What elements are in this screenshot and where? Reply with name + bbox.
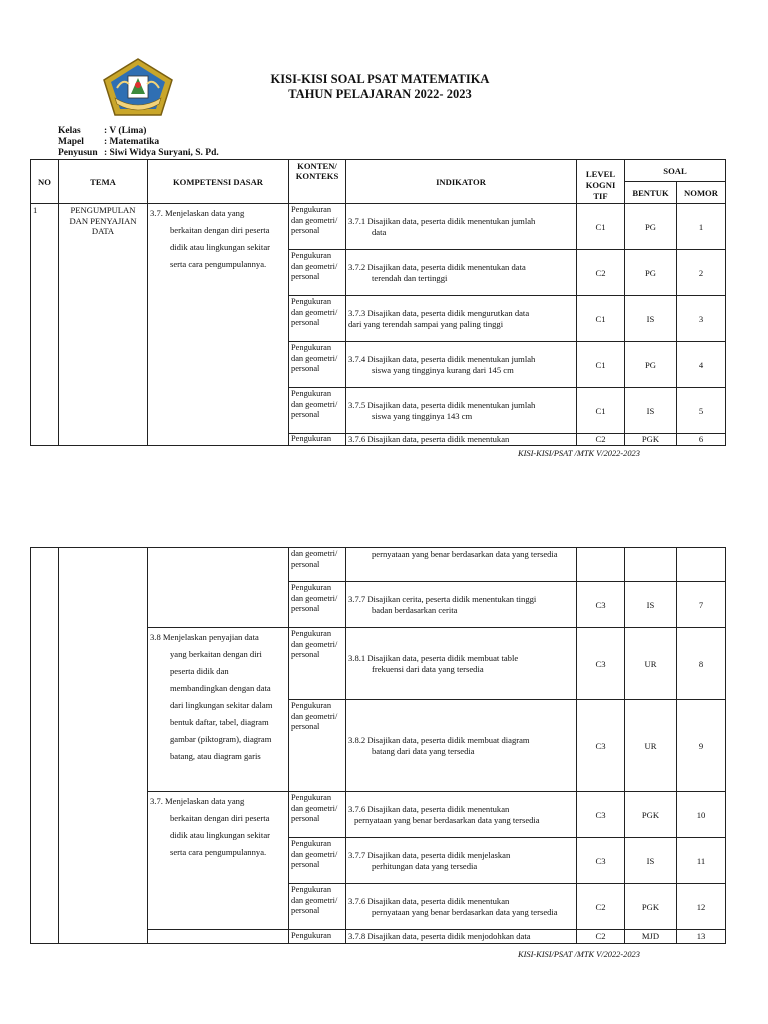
nomor-cell: 10 <box>677 792 726 838</box>
level-cell: C3 <box>577 700 625 792</box>
konteks-cell: Pengukuran dan geometri/ personal <box>289 388 346 434</box>
school-emblem-logo <box>103 58 173 116</box>
row-no: 1 <box>31 204 59 446</box>
kompetensi-dasar-cell: 3.7. Menjelaskan data yang berkaitan dengan diri peserta didik atau lingkungan sekitar serta cara pengumpulannya. <box>148 792 289 930</box>
header-level: LEVEL KOGNI TIF <box>577 160 625 204</box>
indikator-cell: pernyataan yang benar berdasarkan data yang tersedia <box>346 548 577 582</box>
header-tema: TEMA <box>59 160 148 204</box>
bentuk-cell: PG <box>625 204 677 250</box>
kompetensi-dasar-cell: 3.8 Menjelaskan penyajian data yang berkaitan dengan diri peserta didik dan membandingkan dengan data dari lingkungan sekitar dalam bentuk daftar, tabel, diagram gambar (piktogram), diagram batang, atau diagram garis <box>148 628 289 792</box>
konteks-cell: Pengukuran dan geometri/ personal <box>289 250 346 296</box>
page-footer: KISI-KISI/PSAT /MTK V/2022-2023 <box>518 950 640 959</box>
nomor-cell: 12 <box>677 884 726 930</box>
level-cell <box>577 548 625 582</box>
indikator-cell: 3.7.7 Disajikan cerita, peserta didik menentukan tinggi badan berdasarkan cerita <box>346 582 577 628</box>
header-kompetensi-dasar: KOMPETENSI DASAR <box>148 160 289 204</box>
header-no: NO <box>31 160 59 204</box>
level-cell: C1 <box>577 342 625 388</box>
bentuk-cell: IS <box>625 296 677 342</box>
nomor-cell: 6 <box>677 434 726 446</box>
indikator-cell: 3.7.8 Disajikan data, peserta didik menjodohkan data <box>346 930 577 944</box>
nomor-cell <box>677 548 726 582</box>
bentuk-cell: IS <box>625 582 677 628</box>
konteks-cell: Pengukuran <box>289 434 346 446</box>
nomor-cell: 4 <box>677 342 726 388</box>
kompetensi-dasar-cell <box>148 930 289 944</box>
header-indikator: INDIKATOR <box>346 160 577 204</box>
bentuk-cell <box>625 548 677 582</box>
indikator-cell: 3.7.3 Disajikan data, peserta didik mengurutkan data dari yang terendah sampai yang paling tinggi <box>346 296 577 342</box>
konteks-cell: Pengukuran dan geometri/ personal <box>289 296 346 342</box>
konteks-cell: Pengukuran dan geometri/ personal <box>289 700 346 792</box>
page-footer: KISI-KISI/PSAT /MTK V/2022-2023 <box>518 449 640 458</box>
nomor-cell: 5 <box>677 388 726 434</box>
indikator-cell: 3.7.5 Disajikan data, peserta didik menentukan jumlah siswa yang tingginya 143 cm <box>346 388 577 434</box>
indikator-cell: 3.7.6 Disajikan data, peserta didik menentukan <box>346 434 577 446</box>
meta-kelas: Kelas : V (Lima) <box>58 126 147 136</box>
header-nomor: NOMOR <box>677 182 726 204</box>
indikator-cell: 3.7.6 Disajikan data, peserta didik menentukan pernyataan yang benar berdasarkan data yang tersedia <box>346 792 577 838</box>
konteks-cell: dan geometri/ personal <box>289 548 346 582</box>
indikator-cell: 3.8.2 Disajikan data, peserta didik membuat diagram batang dari data yang tersedia <box>346 700 577 792</box>
document-subtitle: TAHUN PELAJARAN 2022- 2023 <box>288 87 472 101</box>
level-cell: C2 <box>577 930 625 944</box>
konteks-cell: Pengukuran dan geometri/ personal <box>289 204 346 250</box>
meta-penyusun: Penyusun : Siwi Widya Suryani, S. Pd. <box>58 148 219 158</box>
bentuk-cell: PGK <box>625 434 677 446</box>
row-tema <box>59 548 148 944</box>
level-cell: C2 <box>577 434 625 446</box>
konteks-cell: Pengukuran dan geometri/ personal <box>289 792 346 838</box>
bentuk-cell: IS <box>625 838 677 884</box>
bentuk-cell: UR <box>625 700 677 792</box>
konteks-cell: Pengukuran <box>289 930 346 944</box>
konteks-cell: Pengukuran dan geometri/ personal <box>289 884 346 930</box>
bentuk-cell: PGK <box>625 792 677 838</box>
level-cell: C1 <box>577 204 625 250</box>
level-cell: C3 <box>577 628 625 700</box>
konteks-cell: Pengukuran dan geometri/ personal <box>289 582 346 628</box>
nomor-cell: 7 <box>677 582 726 628</box>
bentuk-cell: PGK <box>625 884 677 930</box>
level-cell: C2 <box>577 250 625 296</box>
nomor-cell: 1 <box>677 204 726 250</box>
indikator-cell: 3.7.1 Disajikan data, peserta didik menentukan jumlah data <box>346 204 577 250</box>
level-cell: C1 <box>577 388 625 434</box>
level-cell: C3 <box>577 792 625 838</box>
indikator-cell: 3.8.1 Disajikan data, peserta didik membuat table frekuensi dari data yang tersedia <box>346 628 577 700</box>
bentuk-cell: PG <box>625 342 677 388</box>
konteks-cell: Pengukuran dan geometri/ personal <box>289 838 346 884</box>
bentuk-cell: PG <box>625 250 677 296</box>
konteks-cell: Pengukuran dan geometri/ personal <box>289 628 346 700</box>
nomor-cell: 11 <box>677 838 726 884</box>
kisi-kisi-table-page2 <box>30 547 726 944</box>
nomor-cell: 9 <box>677 700 726 792</box>
indikator-cell: 3.7.7 Disajikan data, peserta didik menjelaskan perhitungan data yang tersedia <box>346 838 577 884</box>
nomor-cell: 3 <box>677 296 726 342</box>
kompetensi-dasar-cell: 3.7. Menjelaskan data yang berkaitan dengan diri peserta didik atau lingkungan sekitar serta cara pengumpulannya. <box>148 204 289 446</box>
kompetensi-dasar-cell <box>148 548 289 628</box>
header-konten: KONTEN/ KONTEKS <box>289 160 346 204</box>
row-no <box>31 548 59 944</box>
konteks-cell: Pengukuran dan geometri/ personal <box>289 342 346 388</box>
level-cell: C3 <box>577 582 625 628</box>
document-title: KISI-KISI SOAL PSAT MATEMATIKA <box>270 72 490 86</box>
nomor-cell: 2 <box>677 250 726 296</box>
level-cell: C3 <box>577 838 625 884</box>
indikator-cell: 3.7.6 Disajikan data, peserta didik menentukan pernyataan yang benar berdasarkan data yang tersedia <box>346 884 577 930</box>
bentuk-cell: UR <box>625 628 677 700</box>
kisi-kisi-table-page1 <box>30 159 726 446</box>
row-tema: PENGUMPULAN DAN PENYAJIAN DATA <box>59 204 148 446</box>
indikator-cell: 3.7.2 Disajikan data, peserta didik menentukan data terendah dan tertinggi <box>346 250 577 296</box>
level-cell: C2 <box>577 884 625 930</box>
meta-mapel: Mapel : Matematika <box>58 137 160 147</box>
nomor-cell: 8 <box>677 628 726 700</box>
nomor-cell: 13 <box>677 930 726 944</box>
level-cell: C1 <box>577 296 625 342</box>
bentuk-cell: MJD <box>625 930 677 944</box>
header-soal: SOAL <box>625 160 726 182</box>
indikator-cell: 3.7.4 Disajikan data, peserta didik menentukan jumlah siswa yang tingginya kurang dari 145 cm <box>346 342 577 388</box>
bentuk-cell: IS <box>625 388 677 434</box>
header-bentuk: BENTUK <box>625 182 677 204</box>
